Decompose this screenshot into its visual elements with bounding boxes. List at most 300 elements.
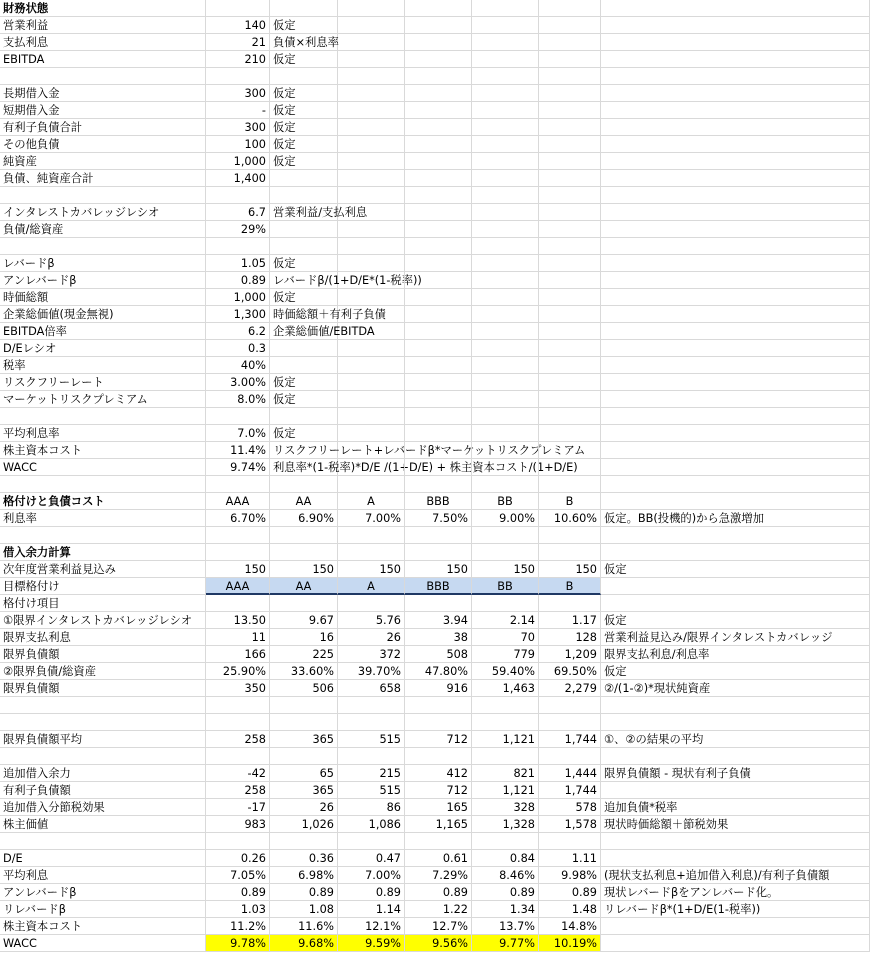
cell-r18-c5[interactable] [472, 306, 539, 323]
cell-r22-c2[interactable]: 仮定 [270, 374, 338, 391]
cell-r7-c7[interactable] [601, 119, 870, 136]
cell-r14-c3[interactable] [338, 238, 405, 255]
cell-r34-c5[interactable]: BB [472, 578, 539, 595]
cell-r51-c3[interactable]: 7.00% [338, 867, 405, 884]
cell-r6-c4[interactable] [405, 102, 472, 119]
cell-r12-c2[interactable]: 営業利益/支払利息 [270, 204, 338, 221]
cell-r53-c7[interactable]: リレバードβ*(1+D/E(1-税率)) [601, 901, 870, 918]
cell-r41-c1[interactable] [206, 697, 270, 714]
cell-r18-c2[interactable]: 時価総額＋有利子負債 [270, 306, 338, 323]
cell-r26-c3[interactable] [338, 442, 405, 459]
cell-r7-c4[interactable] [405, 119, 472, 136]
cell-r41-c6[interactable] [539, 697, 601, 714]
cell-r2-c4[interactable] [405, 34, 472, 51]
cell-r14-c2[interactable] [270, 238, 338, 255]
cell-r2-c1[interactable]: 21 [206, 34, 270, 51]
cell-r40-c6[interactable]: 2,279 [539, 680, 601, 697]
cell-r49-c2[interactable] [270, 833, 338, 850]
cell-r5-c3[interactable] [338, 85, 405, 102]
cell-r44-c7[interactable] [601, 748, 870, 765]
cell-r39-c6[interactable]: 69.50% [539, 663, 601, 680]
cell-r26-c5[interactable] [472, 442, 539, 459]
cell-r45-c4[interactable]: 412 [405, 765, 472, 782]
cell-r52-c7[interactable]: 現状レバードβをアンレバード化。 [601, 884, 870, 901]
cell-r12-c6[interactable] [539, 204, 601, 221]
cell-r29-c0[interactable]: 格付けと負債コスト [0, 493, 206, 510]
cell-r26-c2[interactable]: リスクフリーレート+レバードβ*マーケットリスクプレミアム [270, 442, 338, 459]
cell-r34-c7[interactable] [601, 578, 870, 595]
cell-r44-c3[interactable] [338, 748, 405, 765]
cell-r52-c6[interactable]: 0.89 [539, 884, 601, 901]
cell-r46-c5[interactable]: 1,121 [472, 782, 539, 799]
cell-r5-c5[interactable] [472, 85, 539, 102]
cell-r44-c0[interactable] [0, 748, 206, 765]
cell-r39-c3[interactable]: 39.70% [338, 663, 405, 680]
cell-r1-c0[interactable]: 営業利益 [0, 17, 206, 34]
cell-r1-c4[interactable] [405, 17, 472, 34]
cell-r50-c2[interactable]: 0.36 [270, 850, 338, 867]
cell-r10-c3[interactable] [338, 170, 405, 187]
cell-r31-c3[interactable] [338, 527, 405, 544]
cell-r53-c2[interactable]: 1.08 [270, 901, 338, 918]
cell-r3-c7[interactable] [601, 51, 870, 68]
cell-r21-c1[interactable]: 40% [206, 357, 270, 374]
cell-r50-c0[interactable]: D/E [0, 850, 206, 867]
cell-r14-c6[interactable] [539, 238, 601, 255]
cell-r22-c4[interactable] [405, 374, 472, 391]
cell-r40-c4[interactable]: 916 [405, 680, 472, 697]
cell-r47-c3[interactable]: 86 [338, 799, 405, 816]
cell-r41-c0[interactable] [0, 697, 206, 714]
cell-r34-c2[interactable]: AA [270, 578, 338, 595]
cell-r39-c2[interactable]: 33.60% [270, 663, 338, 680]
cell-r0-c7[interactable] [601, 0, 870, 17]
cell-r38-c1[interactable]: 166 [206, 646, 270, 663]
cell-r36-c1[interactable]: 13.50 [206, 612, 270, 629]
cell-r12-c3[interactable] [338, 204, 405, 221]
cell-r29-c2[interactable]: AA [270, 493, 338, 510]
cell-r15-c2[interactable]: 仮定 [270, 255, 338, 272]
cell-r54-c3[interactable]: 12.1% [338, 918, 405, 935]
cell-r32-c0[interactable]: 借入余力計算 [0, 544, 206, 561]
cell-r53-c3[interactable]: 1.14 [338, 901, 405, 918]
cell-r43-c2[interactable]: 365 [270, 731, 338, 748]
cell-r1-c7[interactable] [601, 17, 870, 34]
cell-r54-c6[interactable]: 14.8% [539, 918, 601, 935]
cell-r33-c6[interactable]: 150 [539, 561, 601, 578]
cell-r49-c4[interactable] [405, 833, 472, 850]
cell-r45-c3[interactable]: 215 [338, 765, 405, 782]
cell-r3-c5[interactable] [472, 51, 539, 68]
cell-r43-c3[interactable]: 515 [338, 731, 405, 748]
cell-r37-c6[interactable]: 128 [539, 629, 601, 646]
cell-r13-c4[interactable] [405, 221, 472, 238]
cell-r48-c1[interactable]: 983 [206, 816, 270, 833]
cell-r17-c1[interactable]: 1,000 [206, 289, 270, 306]
cell-r21-c0[interactable]: 税率 [0, 357, 206, 374]
cell-r7-c3[interactable] [338, 119, 405, 136]
cell-r19-c3[interactable] [338, 323, 405, 340]
cell-r55-c1[interactable]: 9.78% [206, 935, 270, 952]
cell-r21-c7[interactable] [601, 357, 870, 374]
cell-r14-c0[interactable] [0, 238, 206, 255]
cell-r32-c6[interactable] [539, 544, 601, 561]
cell-r42-c5[interactable] [472, 714, 539, 731]
cell-r50-c6[interactable]: 1.11 [539, 850, 601, 867]
cell-r31-c0[interactable] [0, 527, 206, 544]
cell-r24-c2[interactable] [270, 408, 338, 425]
cell-r53-c6[interactable]: 1.48 [539, 901, 601, 918]
cell-r31-c6[interactable] [539, 527, 601, 544]
cell-r29-c6[interactable]: B [539, 493, 601, 510]
cell-r47-c4[interactable]: 165 [405, 799, 472, 816]
cell-r18-c6[interactable] [539, 306, 601, 323]
cell-r17-c2[interactable]: 仮定 [270, 289, 338, 306]
cell-r36-c0[interactable]: ①限界インタレストカバレッジレシオ [0, 612, 206, 629]
cell-r35-c0[interactable]: 格付け項目 [0, 595, 206, 612]
cell-r50-c5[interactable]: 0.84 [472, 850, 539, 867]
cell-r6-c0[interactable]: 短期借入金 [0, 102, 206, 119]
cell-r1-c1[interactable]: 140 [206, 17, 270, 34]
cell-r8-c7[interactable] [601, 136, 870, 153]
cell-r19-c5[interactable] [472, 323, 539, 340]
cell-r4-c7[interactable] [601, 68, 870, 85]
cell-r29-c1[interactable]: AAA [206, 493, 270, 510]
cell-r23-c0[interactable]: マーケットリスクプレミアム [0, 391, 206, 408]
cell-r38-c7[interactable]: 限界支払利息/利息率 [601, 646, 870, 663]
cell-r37-c4[interactable]: 38 [405, 629, 472, 646]
cell-r24-c5[interactable] [472, 408, 539, 425]
cell-r46-c7[interactable] [601, 782, 870, 799]
cell-r16-c2[interactable]: レバードβ/(1+D/E*(1-税率)) [270, 272, 338, 289]
cell-r44-c5[interactable] [472, 748, 539, 765]
cell-r20-c4[interactable] [405, 340, 472, 357]
cell-r38-c5[interactable]: 779 [472, 646, 539, 663]
cell-r5-c2[interactable]: 仮定 [270, 85, 338, 102]
cell-r24-c3[interactable] [338, 408, 405, 425]
cell-r0-c3[interactable] [338, 0, 405, 17]
cell-r1-c6[interactable] [539, 17, 601, 34]
cell-r54-c0[interactable]: 株主資本コスト [0, 918, 206, 935]
cell-r20-c2[interactable] [270, 340, 338, 357]
cell-r41-c2[interactable] [270, 697, 338, 714]
cell-r5-c6[interactable] [539, 85, 601, 102]
cell-r50-c4[interactable]: 0.61 [405, 850, 472, 867]
cell-r36-c2[interactable]: 9.67 [270, 612, 338, 629]
cell-r17-c7[interactable] [601, 289, 870, 306]
cell-r29-c4[interactable]: BBB [405, 493, 472, 510]
cell-r11-c2[interactable] [270, 187, 338, 204]
cell-r26-c4[interactable] [405, 442, 472, 459]
cell-r12-c0[interactable]: インタレストカバレッジレシオ [0, 204, 206, 221]
cell-r30-c1[interactable]: 6.70% [206, 510, 270, 527]
cell-r40-c2[interactable]: 506 [270, 680, 338, 697]
cell-r6-c5[interactable] [472, 102, 539, 119]
cell-r46-c2[interactable]: 365 [270, 782, 338, 799]
cell-r51-c6[interactable]: 9.98% [539, 867, 601, 884]
cell-r6-c1[interactable]: - [206, 102, 270, 119]
cell-r34-c0[interactable]: 目標格付け [0, 578, 206, 595]
cell-r29-c5[interactable]: BB [472, 493, 539, 510]
cell-r20-c6[interactable] [539, 340, 601, 357]
cell-r55-c7[interactable] [601, 935, 870, 952]
cell-r3-c0[interactable]: EBITDA [0, 51, 206, 68]
cell-r15-c6[interactable] [539, 255, 601, 272]
cell-r8-c5[interactable] [472, 136, 539, 153]
cell-r28-c5[interactable] [472, 476, 539, 493]
cell-r41-c3[interactable] [338, 697, 405, 714]
cell-r52-c0[interactable]: アンレバードβ [0, 884, 206, 901]
cell-r9-c7[interactable] [601, 153, 870, 170]
cell-r51-c1[interactable]: 7.05% [206, 867, 270, 884]
cell-r44-c4[interactable] [405, 748, 472, 765]
cell-r53-c1[interactable]: 1.03 [206, 901, 270, 918]
cell-r25-c5[interactable] [472, 425, 539, 442]
cell-r26-c7[interactable] [601, 442, 870, 459]
cell-r31-c5[interactable] [472, 527, 539, 544]
cell-r23-c4[interactable] [405, 391, 472, 408]
cell-r8-c0[interactable]: その他負債 [0, 136, 206, 153]
cell-r48-c7[interactable]: 現状時価総額＋節税効果 [601, 816, 870, 833]
cell-r14-c4[interactable] [405, 238, 472, 255]
cell-r2-c2[interactable]: 負債×利息率 [270, 34, 338, 51]
cell-r12-c4[interactable] [405, 204, 472, 221]
cell-r52-c4[interactable]: 0.89 [405, 884, 472, 901]
cell-r43-c4[interactable]: 712 [405, 731, 472, 748]
cell-r30-c7[interactable]: 仮定。BB(投機的)から急激増加 [601, 510, 870, 527]
cell-r13-c2[interactable] [270, 221, 338, 238]
cell-r27-c5[interactable] [472, 459, 539, 476]
cell-r46-c6[interactable]: 1,744 [539, 782, 601, 799]
cell-r49-c0[interactable] [0, 833, 206, 850]
cell-r23-c2[interactable]: 仮定 [270, 391, 338, 408]
cell-r17-c4[interactable] [405, 289, 472, 306]
cell-r42-c7[interactable] [601, 714, 870, 731]
cell-r30-c4[interactable]: 7.50% [405, 510, 472, 527]
cell-r40-c7[interactable]: ②/(1-②)*現状純資産 [601, 680, 870, 697]
cell-r15-c4[interactable] [405, 255, 472, 272]
cell-r8-c3[interactable] [338, 136, 405, 153]
cell-r47-c2[interactable]: 26 [270, 799, 338, 816]
cell-r42-c3[interactable] [338, 714, 405, 731]
cell-r9-c3[interactable] [338, 153, 405, 170]
cell-r19-c6[interactable] [539, 323, 601, 340]
cell-r23-c3[interactable] [338, 391, 405, 408]
cell-r49-c7[interactable] [601, 833, 870, 850]
cell-r30-c6[interactable]: 10.60% [539, 510, 601, 527]
cell-r20-c5[interactable] [472, 340, 539, 357]
cell-r18-c3[interactable] [338, 306, 405, 323]
cell-r0-c5[interactable] [472, 0, 539, 17]
cell-r28-c2[interactable] [270, 476, 338, 493]
cell-r17-c0[interactable]: 時価総額 [0, 289, 206, 306]
cell-r42-c0[interactable] [0, 714, 206, 731]
cell-r44-c1[interactable] [206, 748, 270, 765]
cell-r28-c6[interactable] [539, 476, 601, 493]
cell-r26-c1[interactable]: 11.4% [206, 442, 270, 459]
cell-r7-c6[interactable] [539, 119, 601, 136]
cell-r42-c1[interactable] [206, 714, 270, 731]
cell-r21-c5[interactable] [472, 357, 539, 374]
cell-r3-c3[interactable] [338, 51, 405, 68]
cell-r12-c7[interactable] [601, 204, 870, 221]
cell-r27-c6[interactable] [539, 459, 601, 476]
cell-r42-c2[interactable] [270, 714, 338, 731]
cell-r2-c5[interactable] [472, 34, 539, 51]
cell-r41-c4[interactable] [405, 697, 472, 714]
cell-r33-c7[interactable]: 仮定 [601, 561, 870, 578]
cell-r19-c4[interactable] [405, 323, 472, 340]
cell-r11-c3[interactable] [338, 187, 405, 204]
cell-r19-c1[interactable]: 6.2 [206, 323, 270, 340]
cell-r26-c0[interactable]: 株主資本コスト [0, 442, 206, 459]
cell-r17-c3[interactable] [338, 289, 405, 306]
cell-r55-c5[interactable]: 9.77% [472, 935, 539, 952]
cell-r54-c1[interactable]: 11.2% [206, 918, 270, 935]
cell-r36-c5[interactable]: 2.14 [472, 612, 539, 629]
cell-r36-c4[interactable]: 3.94 [405, 612, 472, 629]
cell-r53-c5[interactable]: 1.34 [472, 901, 539, 918]
cell-r34-c1[interactable]: AAA [206, 578, 270, 595]
cell-r36-c3[interactable]: 5.76 [338, 612, 405, 629]
cell-r30-c0[interactable]: 利息率 [0, 510, 206, 527]
cell-r5-c0[interactable]: 長期借入金 [0, 85, 206, 102]
cell-r8-c1[interactable]: 100 [206, 136, 270, 153]
cell-r27-c2[interactable]: 利息率*(1-税率)*D/E /(1+D/E) + 株主資本コスト/(1+D/E) [270, 459, 338, 476]
cell-r35-c2[interactable] [270, 595, 338, 612]
cell-r13-c0[interactable]: 負債/総資産 [0, 221, 206, 238]
cell-r19-c0[interactable]: EBITDA倍率 [0, 323, 206, 340]
cell-r28-c3[interactable] [338, 476, 405, 493]
cell-r20-c1[interactable]: 0.3 [206, 340, 270, 357]
cell-r32-c1[interactable] [206, 544, 270, 561]
cell-r3-c6[interactable] [539, 51, 601, 68]
cell-r28-c7[interactable] [601, 476, 870, 493]
cell-r54-c4[interactable]: 12.7% [405, 918, 472, 935]
cell-r33-c4[interactable]: 150 [405, 561, 472, 578]
cell-r33-c5[interactable]: 150 [472, 561, 539, 578]
cell-r43-c1[interactable]: 258 [206, 731, 270, 748]
cell-r55-c6[interactable]: 10.19% [539, 935, 601, 952]
cell-r16-c5[interactable] [472, 272, 539, 289]
cell-r25-c4[interactable] [405, 425, 472, 442]
cell-r32-c7[interactable] [601, 544, 870, 561]
cell-r45-c1[interactable]: -42 [206, 765, 270, 782]
cell-r45-c6[interactable]: 1,444 [539, 765, 601, 782]
cell-r16-c3[interactable] [338, 272, 405, 289]
cell-r11-c5[interactable] [472, 187, 539, 204]
cell-r41-c5[interactable] [472, 697, 539, 714]
cell-r14-c7[interactable] [601, 238, 870, 255]
cell-r38-c0[interactable]: 限界負債額 [0, 646, 206, 663]
cell-r28-c0[interactable] [0, 476, 206, 493]
cell-r50-c3[interactable]: 0.47 [338, 850, 405, 867]
cell-r32-c2[interactable] [270, 544, 338, 561]
cell-r23-c7[interactable] [601, 391, 870, 408]
cell-r16-c6[interactable] [539, 272, 601, 289]
cell-r42-c6[interactable] [539, 714, 601, 731]
cell-r15-c0[interactable]: レバードβ [0, 255, 206, 272]
cell-r27-c0[interactable]: WACC [0, 459, 206, 476]
cell-r8-c4[interactable] [405, 136, 472, 153]
cell-r36-c6[interactable]: 1.17 [539, 612, 601, 629]
cell-r7-c5[interactable] [472, 119, 539, 136]
cell-r18-c7[interactable] [601, 306, 870, 323]
cell-r25-c3[interactable] [338, 425, 405, 442]
cell-r30-c3[interactable]: 7.00% [338, 510, 405, 527]
cell-r10-c0[interactable]: 負債、純資産合計 [0, 170, 206, 187]
cell-r13-c7[interactable] [601, 221, 870, 238]
cell-r2-c7[interactable] [601, 34, 870, 51]
cell-r21-c2[interactable] [270, 357, 338, 374]
cell-r30-c5[interactable]: 9.00% [472, 510, 539, 527]
cell-r51-c0[interactable]: 平均利息 [0, 867, 206, 884]
cell-r25-c2[interactable]: 仮定 [270, 425, 338, 442]
cell-r46-c0[interactable]: 有利子負債額 [0, 782, 206, 799]
cell-r23-c5[interactable] [472, 391, 539, 408]
cell-r48-c6[interactable]: 1,578 [539, 816, 601, 833]
cell-r7-c1[interactable]: 300 [206, 119, 270, 136]
cell-r49-c3[interactable] [338, 833, 405, 850]
cell-r25-c6[interactable] [539, 425, 601, 442]
cell-r16-c0[interactable]: アンレバードβ [0, 272, 206, 289]
cell-r0-c1[interactable] [206, 0, 270, 17]
cell-r8-c6[interactable] [539, 136, 601, 153]
cell-r37-c7[interactable]: 営業利益見込み/限界インタレストカバレッジ [601, 629, 870, 646]
cell-r52-c1[interactable]: 0.89 [206, 884, 270, 901]
cell-r21-c6[interactable] [539, 357, 601, 374]
cell-r2-c0[interactable]: 支払利息 [0, 34, 206, 51]
cell-r46-c4[interactable]: 712 [405, 782, 472, 799]
cell-r25-c7[interactable] [601, 425, 870, 442]
cell-r34-c4[interactable]: BBB [405, 578, 472, 595]
cell-r27-c3[interactable] [338, 459, 405, 476]
cell-r54-c2[interactable]: 11.6% [270, 918, 338, 935]
cell-r3-c2[interactable]: 仮定 [270, 51, 338, 68]
cell-r35-c7[interactable] [601, 595, 870, 612]
cell-r27-c7[interactable] [601, 459, 870, 476]
cell-r17-c6[interactable] [539, 289, 601, 306]
cell-r26-c6[interactable] [539, 442, 601, 459]
cell-r13-c5[interactable] [472, 221, 539, 238]
cell-r16-c7[interactable] [601, 272, 870, 289]
cell-r15-c7[interactable] [601, 255, 870, 272]
cell-r10-c2[interactable] [270, 170, 338, 187]
cell-r42-c4[interactable] [405, 714, 472, 731]
cell-r19-c7[interactable] [601, 323, 870, 340]
cell-r48-c3[interactable]: 1,086 [338, 816, 405, 833]
cell-r35-c1[interactable] [206, 595, 270, 612]
cell-r54-c7[interactable] [601, 918, 870, 935]
cell-r32-c5[interactable] [472, 544, 539, 561]
cell-r24-c4[interactable] [405, 408, 472, 425]
cell-r0-c6[interactable] [539, 0, 601, 17]
cell-r11-c4[interactable] [405, 187, 472, 204]
cell-r4-c2[interactable] [270, 68, 338, 85]
cell-r53-c4[interactable]: 1.22 [405, 901, 472, 918]
cell-r8-c2[interactable]: 仮定 [270, 136, 338, 153]
cell-r19-c2[interactable]: 企業総価値/EBITDA [270, 323, 338, 340]
cell-r36-c7[interactable]: 仮定 [601, 612, 870, 629]
cell-r13-c6[interactable] [539, 221, 601, 238]
cell-r25-c0[interactable]: 平均利息率 [0, 425, 206, 442]
cell-r38-c2[interactable]: 225 [270, 646, 338, 663]
cell-r37-c5[interactable]: 70 [472, 629, 539, 646]
cell-r2-c6[interactable] [539, 34, 601, 51]
cell-r10-c7[interactable] [601, 170, 870, 187]
cell-r40-c0[interactable]: 限界負債額 [0, 680, 206, 697]
cell-r10-c4[interactable] [405, 170, 472, 187]
